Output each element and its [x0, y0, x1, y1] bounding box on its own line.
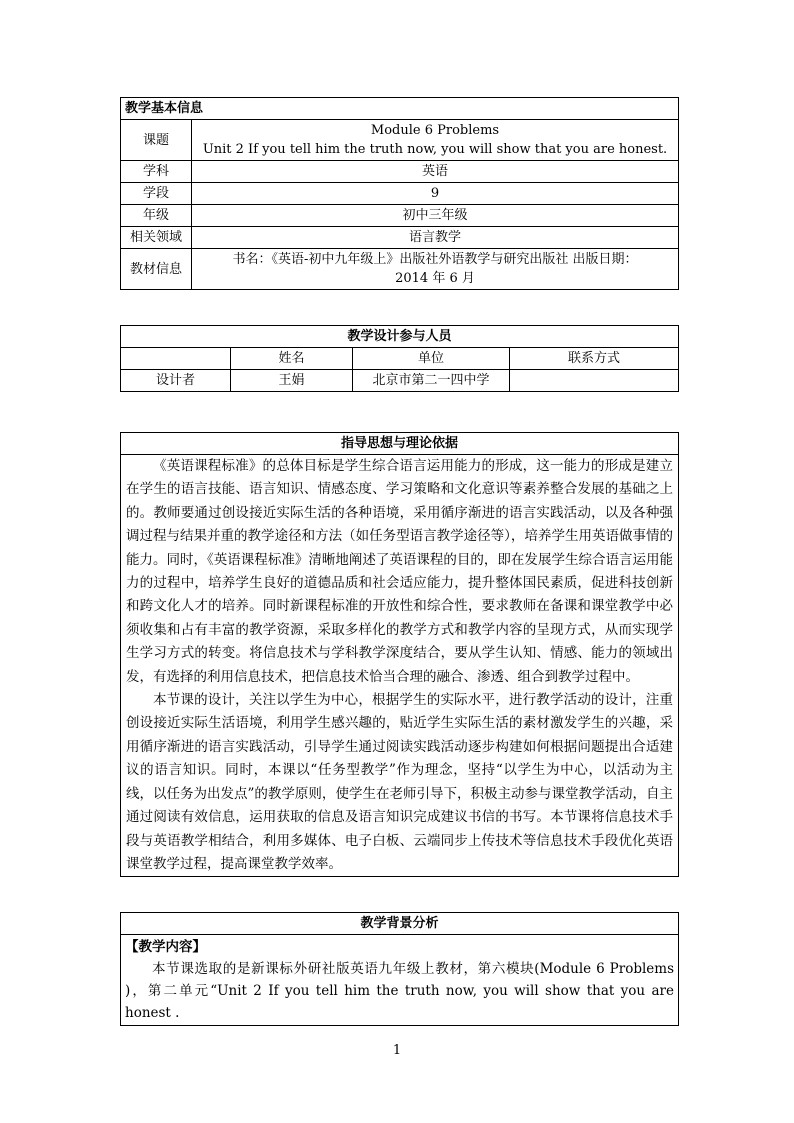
textbook-label: 教材信息 [121, 249, 192, 290]
designers-col-role [121, 348, 231, 370]
stage-label: 学段 [121, 183, 192, 205]
textbook-date: 2014 年 6 月 [395, 271, 475, 286]
topic-label: 课题 [121, 120, 192, 161]
background-body [121, 935, 679, 1026]
theory-paragraph-2: 本节课的设计，关注以学生为中心，根据学生的实际水平，进行教学活动的设计，注重创设接近实际生活语境，利用学生感兴趣的，贴近学生实际生活的素材激发学生的兴趣，采用循序渐进的语言实践活动，引导学生通过阅读实践活动逐步构建如何根据问题提出合适建议的语言知识。同时，本课以“任务型教学”作为理念，坚持“以学生为中心，以活动为主线，以任务为出发点”的教学原则，使学生在老师引导下，积极主动参与课堂教学活动，自主通过阅读有效信息，运用获取的信息及语言知识完成建议书信的书写。本节课将信息技术手段与英语教学相结合，利用多媒体、电子白板、云端同步上传技术等信息技术手段优化英语课堂教学过程，提高课堂教学效率。 [126, 692, 673, 872]
designer-role: 设计者 [121, 370, 231, 392]
field-value: 语言教学 [192, 227, 679, 249]
theory-header: 指导思想与理论依据 [121, 433, 679, 455]
content-subheading: 【教学内容】 [125, 939, 206, 955]
content-paragraph: 本节课选取的是新课标外研社版英语九年级上教材，第六模块(Module 6 Problems )，第二单元“Unit 2 If you tell him the truth now, you will show that you are honest . [125, 961, 674, 1021]
textbook-value [192, 249, 679, 290]
page-number: 1 [392, 1043, 402, 1058]
topic-value [192, 120, 679, 161]
designers-table [120, 325, 679, 392]
subject-label: 学科 [121, 161, 192, 183]
theory-body [121, 455, 679, 877]
stage-value: 9 [192, 183, 679, 205]
theory-table [120, 432, 679, 877]
designers-col-contact: 联系方式 [510, 348, 679, 370]
designer-unit: 北京市第二一四中学 [353, 370, 510, 392]
field-label: 相关领域 [121, 227, 192, 249]
theory-paragraph-1: 《英语课程标准》的总体目标是学生综合语言运用能力的形成，这一能力的形成是建立在学生的语言技能、语言知识、情感态度、学习策略和文化意识等素养整合发展的基础之上的。教师要通过创设接近实际生活的各种语境，采用循序渐进的语言实践活动，以及各种强调过程与结果并重的教学途径和方法（如任务型语言教学途径等），培养学生用英语做事情的能力。同时，《英语课程标准》清晰地阐述了英语课程的目的，即在发展学生综合语言运用能力的过程中，培养学生良好的道德品质和社会适应能力，提升整体国民素质，促进科技创新和跨文化人才的培养。同时新课程标准的开放性和综合性，要求教师在备课和课堂教学中必须收集和占有丰富的教学资源，采取多样化的教学方式和教学内容的呈现方式，从而实现学生学习方式的转变。将信息技术与学科教学深度结合，要从学生认知、情感、能力的领域出发，有选择的利用信息技术，把信息技术恰当合理的融合、渗透、组合到教学过程中。 [126, 458, 673, 685]
subject-value: 英语 [192, 161, 679, 183]
background-table [120, 912, 679, 1026]
designer-name: 王娟 [231, 370, 353, 392]
topic-module: Module 6 Problems [370, 123, 500, 138]
designer-contact [510, 370, 679, 392]
grade-label: 年级 [121, 205, 192, 227]
grade-value: 初中三年级 [192, 205, 679, 227]
designers-header: 教学设计参与人员 [121, 326, 679, 348]
textbook-title: 书名：《英语-初中九年级上》出版社外语教学与研究出版社 出版日期： [232, 252, 638, 267]
designers-col-name: 姓名 [231, 348, 353, 370]
basic-info-header: 教学基本信息 [121, 98, 679, 120]
designers-col-unit: 单位 [353, 348, 510, 370]
basic-info-table [120, 97, 679, 290]
topic-unit: Unit 2 If you tell him the truth now, you will show that you are honest. [202, 142, 668, 157]
background-header: 教学背景分析 [121, 913, 679, 935]
